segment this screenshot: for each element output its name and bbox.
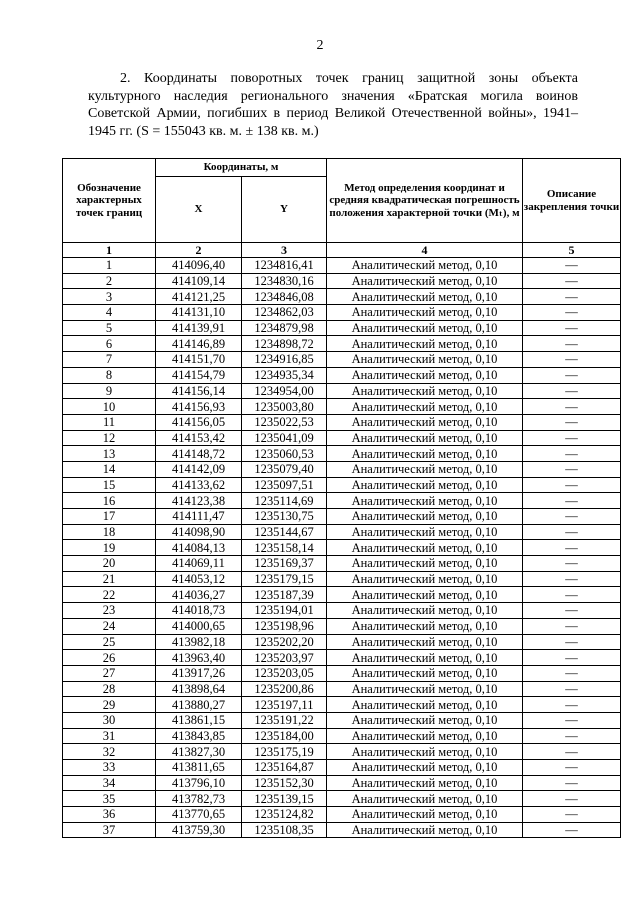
point-number-cell: 17 [63, 509, 156, 525]
section-title [88, 70, 578, 140]
point-number-cell: 24 [63, 618, 156, 634]
method-cell: Аналитический метод, 0,10 [327, 461, 523, 477]
y-coordinate-cell: 1235164,87 [242, 760, 327, 776]
point-number-cell: 32 [63, 744, 156, 760]
table-row [63, 540, 621, 556]
y-coordinate-cell: 1235187,39 [242, 587, 327, 603]
point-number-cell: 21 [63, 571, 156, 587]
column-number: 4 [327, 243, 523, 258]
table-row [63, 744, 621, 760]
y-coordinate-cell: 1235203,97 [242, 650, 327, 666]
point-number-cell: 29 [63, 697, 156, 713]
y-coordinate-cell: 1234954,00 [242, 383, 327, 399]
y-coordinate-cell: 1235175,19 [242, 744, 327, 760]
x-coordinate-cell: 413770,65 [156, 807, 242, 823]
x-coordinate-cell: 414036,27 [156, 587, 242, 603]
fixing-cell: — [523, 571, 621, 587]
method-cell: Аналитический метод, 0,10 [327, 367, 523, 383]
point-number-cell: 6 [63, 336, 156, 352]
table-row [63, 775, 621, 791]
point-number-cell: 11 [63, 414, 156, 430]
table-row [63, 665, 621, 681]
y-coordinate-cell: 1235202,20 [242, 634, 327, 650]
fixing-cell: — [523, 760, 621, 776]
column-number: 1 [63, 243, 156, 258]
y-coordinate-cell: 1234879,98 [242, 320, 327, 336]
x-coordinate-cell: 413898,64 [156, 681, 242, 697]
fixing-cell: — [523, 712, 621, 728]
method-cell: Аналитический метод, 0,10 [327, 822, 523, 838]
fixing-cell: — [523, 540, 621, 556]
method-cell: Аналитический метод, 0,10 [327, 289, 523, 305]
point-number-cell: 5 [63, 320, 156, 336]
point-number-cell: 12 [63, 430, 156, 446]
x-coordinate-cell: 414133,62 [156, 477, 242, 493]
table-row [63, 509, 621, 525]
method-cell: Аналитический метод, 0,10 [327, 273, 523, 289]
x-coordinate-cell: 414146,89 [156, 336, 242, 352]
x-coordinate-cell: 414148,72 [156, 446, 242, 462]
column-number: 5 [523, 243, 621, 258]
point-number-cell: 31 [63, 728, 156, 744]
table-row [63, 273, 621, 289]
table-row [63, 414, 621, 430]
x-coordinate-cell: 414098,90 [156, 524, 242, 540]
x-coordinate-cell: 414123,38 [156, 493, 242, 509]
y-coordinate-cell: 1234846,08 [242, 289, 327, 305]
fixing-cell: — [523, 336, 621, 352]
column-number: 3 [242, 243, 327, 258]
y-coordinate-cell: 1235169,37 [242, 556, 327, 572]
method-cell: Аналитический метод, 0,10 [327, 760, 523, 776]
header-method: Метод определения координат и средняя квадратическая погрешность положения характерной точки (Mₜ), м [327, 159, 523, 243]
fixing-cell: — [523, 697, 621, 713]
fixing-cell: — [523, 305, 621, 321]
fixing-cell: — [523, 352, 621, 368]
method-cell: Аналитический метод, 0,10 [327, 728, 523, 744]
fixing-cell: — [523, 744, 621, 760]
method-cell: Аналитический метод, 0,10 [327, 681, 523, 697]
y-coordinate-cell: 1234862,03 [242, 305, 327, 321]
y-coordinate-cell: 1235079,40 [242, 461, 327, 477]
table-row [63, 289, 621, 305]
fixing-cell: — [523, 556, 621, 572]
y-coordinate-cell: 1235203,05 [242, 665, 327, 681]
x-coordinate-cell: 413982,18 [156, 634, 242, 650]
point-number-cell: 13 [63, 446, 156, 462]
point-number-cell: 10 [63, 399, 156, 415]
point-number-cell: 18 [63, 524, 156, 540]
column-number: 2 [156, 243, 242, 258]
table-row [63, 697, 621, 713]
table-row [63, 807, 621, 823]
method-cell: Аналитический метод, 0,10 [327, 618, 523, 634]
method-cell: Аналитический метод, 0,10 [327, 305, 523, 321]
x-coordinate-cell: 413843,85 [156, 728, 242, 744]
method-cell: Аналитический метод, 0,10 [327, 807, 523, 823]
point-number-cell: 15 [63, 477, 156, 493]
point-number-cell: 2 [63, 273, 156, 289]
point-number-cell: 28 [63, 681, 156, 697]
table-row [63, 556, 621, 572]
table-row [63, 728, 621, 744]
y-coordinate-cell: 1235200,86 [242, 681, 327, 697]
x-coordinate-cell: 414111,47 [156, 509, 242, 525]
y-coordinate-cell: 1235041,09 [242, 430, 327, 446]
y-coordinate-cell: 1235144,67 [242, 524, 327, 540]
page-number: 2 [316, 38, 324, 53]
method-cell: Аналитический метод, 0,10 [327, 791, 523, 807]
fixing-cell: — [523, 822, 621, 838]
x-coordinate-cell: 414131,10 [156, 305, 242, 321]
fixing-cell: — [523, 618, 621, 634]
x-coordinate-cell: 413782,73 [156, 791, 242, 807]
table-row [63, 791, 621, 807]
table-row [63, 477, 621, 493]
point-number-cell: 8 [63, 367, 156, 383]
table-row [63, 399, 621, 415]
header-point: Обозначение характерных точек границ [63, 159, 156, 243]
method-cell: Аналитический метод, 0,10 [327, 571, 523, 587]
fixing-cell: — [523, 477, 621, 493]
x-coordinate-cell: 414151,70 [156, 352, 242, 368]
y-coordinate-cell: 1235114,69 [242, 493, 327, 509]
y-coordinate-cell: 1235003,80 [242, 399, 327, 415]
y-coordinate-cell: 1235124,82 [242, 807, 327, 823]
table-row [63, 430, 621, 446]
fixing-cell: — [523, 446, 621, 462]
fixing-cell: — [523, 414, 621, 430]
x-coordinate-cell: 414142,09 [156, 461, 242, 477]
y-coordinate-cell: 1235197,11 [242, 697, 327, 713]
point-number-cell: 23 [63, 603, 156, 619]
table-body [63, 258, 621, 838]
x-coordinate-cell: 413759,30 [156, 822, 242, 838]
x-coordinate-cell: 414156,05 [156, 414, 242, 430]
method-cell: Аналитический метод, 0,10 [327, 524, 523, 540]
method-cell: Аналитический метод, 0,10 [327, 383, 523, 399]
x-coordinate-cell: 414018,73 [156, 603, 242, 619]
point-number-cell: 19 [63, 540, 156, 556]
point-number-cell: 36 [63, 807, 156, 823]
point-number-cell: 20 [63, 556, 156, 572]
y-coordinate-cell: 1234935,34 [242, 367, 327, 383]
y-coordinate-cell: 1235158,14 [242, 540, 327, 556]
x-coordinate-cell: 413963,40 [156, 650, 242, 666]
point-number-cell: 30 [63, 712, 156, 728]
y-coordinate-cell: 1235060,53 [242, 446, 327, 462]
fixing-cell: — [523, 603, 621, 619]
fixing-cell: — [523, 587, 621, 603]
table-row [63, 618, 621, 634]
x-coordinate-cell: 414096,40 [156, 258, 242, 274]
fixing-cell: — [523, 399, 621, 415]
point-number-cell: 35 [63, 791, 156, 807]
method-cell: Аналитический метод, 0,10 [327, 320, 523, 336]
method-cell: Аналитический метод, 0,10 [327, 744, 523, 760]
y-coordinate-cell: 1235179,15 [242, 571, 327, 587]
header-coordinates: Координаты, м [156, 159, 327, 177]
table-row [63, 336, 621, 352]
fixing-cell: — [523, 665, 621, 681]
fixing-cell: — [523, 807, 621, 823]
point-number-cell: 22 [63, 587, 156, 603]
x-coordinate-cell: 414139,91 [156, 320, 242, 336]
x-coordinate-cell: 414154,79 [156, 367, 242, 383]
table-row [63, 603, 621, 619]
fixing-cell: — [523, 493, 621, 509]
point-number-cell: 27 [63, 665, 156, 681]
header-y: Y [242, 177, 327, 243]
x-coordinate-cell: 413880,27 [156, 697, 242, 713]
method-cell: Аналитический метод, 0,10 [327, 430, 523, 446]
fixing-cell: — [523, 791, 621, 807]
table-row [63, 681, 621, 697]
x-coordinate-cell: 414069,11 [156, 556, 242, 572]
fixing-cell: — [523, 367, 621, 383]
table-row [63, 524, 621, 540]
fixing-cell: — [523, 524, 621, 540]
point-number-cell: 26 [63, 650, 156, 666]
method-cell: Аналитический метод, 0,10 [327, 540, 523, 556]
y-coordinate-cell: 1235139,15 [242, 791, 327, 807]
method-cell: Аналитический метод, 0,10 [327, 665, 523, 681]
method-cell: Аналитический метод, 0,10 [327, 650, 523, 666]
method-cell: Аналитический метод, 0,10 [327, 493, 523, 509]
table-row [63, 367, 621, 383]
method-cell: Аналитический метод, 0,10 [327, 603, 523, 619]
table-row [63, 305, 621, 321]
method-cell: Аналитический метод, 0,10 [327, 477, 523, 493]
x-coordinate-cell: 413796,10 [156, 775, 242, 791]
method-cell: Аналитический метод, 0,10 [327, 634, 523, 650]
fixing-cell: — [523, 775, 621, 791]
point-number-cell: 33 [63, 760, 156, 776]
fixing-cell: — [523, 650, 621, 666]
table-row [63, 383, 621, 399]
fixing-cell: — [523, 320, 621, 336]
table-row [63, 634, 621, 650]
table-row [63, 320, 621, 336]
method-cell: Аналитический метод, 0,10 [327, 775, 523, 791]
method-cell: Аналитический метод, 0,10 [327, 352, 523, 368]
x-coordinate-cell: 413811,65 [156, 760, 242, 776]
method-cell: Аналитический метод, 0,10 [327, 712, 523, 728]
table-row [63, 712, 621, 728]
x-coordinate-cell: 414121,25 [156, 289, 242, 305]
x-coordinate-cell: 414156,14 [156, 383, 242, 399]
x-coordinate-cell: 414153,42 [156, 430, 242, 446]
table-row [63, 650, 621, 666]
table-row [63, 571, 621, 587]
y-coordinate-cell: 1235184,00 [242, 728, 327, 744]
x-coordinate-cell: 414053,12 [156, 571, 242, 587]
fixing-cell: — [523, 430, 621, 446]
y-coordinate-cell: 1235191,22 [242, 712, 327, 728]
method-cell: Аналитический метод, 0,10 [327, 336, 523, 352]
y-coordinate-cell: 1235194,01 [242, 603, 327, 619]
method-cell: Аналитический метод, 0,10 [327, 399, 523, 415]
x-coordinate-cell: 414156,93 [156, 399, 242, 415]
x-coordinate-cell: 413827,30 [156, 744, 242, 760]
method-cell: Аналитический метод, 0,10 [327, 258, 523, 274]
point-number-cell: 16 [63, 493, 156, 509]
table-row [63, 352, 621, 368]
section-title-text: 2. Координаты поворотных точек границ защитной зоны объекта культурного наследия регионального значения «Братская могила воинов Советской Армии, погибших в период Великой Отечественной войны», 1941–1945 гг. (S = 155043 кв. м. ± 138 кв. м.) [88, 71, 578, 139]
y-coordinate-cell: 1234898,72 [242, 336, 327, 352]
header-fixing: Описание закрепления точки [523, 159, 621, 243]
method-cell: Аналитический метод, 0,10 [327, 587, 523, 603]
method-cell: Аналитический метод, 0,10 [327, 446, 523, 462]
x-coordinate-cell: 414000,65 [156, 618, 242, 634]
table-row [63, 822, 621, 838]
method-cell: Аналитический метод, 0,10 [327, 509, 523, 525]
x-coordinate-cell: 413917,26 [156, 665, 242, 681]
method-cell: Аналитический метод, 0,10 [327, 556, 523, 572]
point-number-cell: 1 [63, 258, 156, 274]
table-row [63, 760, 621, 776]
table-row [63, 461, 621, 477]
point-number-cell: 7 [63, 352, 156, 368]
fixing-cell: — [523, 509, 621, 525]
fixing-cell: — [523, 273, 621, 289]
y-coordinate-cell: 1235152,30 [242, 775, 327, 791]
table-row [63, 446, 621, 462]
point-number-cell: 25 [63, 634, 156, 650]
point-number-cell: 34 [63, 775, 156, 791]
point-number-cell: 4 [63, 305, 156, 321]
table-row [63, 587, 621, 603]
table-row [63, 258, 621, 274]
y-coordinate-cell: 1234816,41 [242, 258, 327, 274]
y-coordinate-cell: 1235097,51 [242, 477, 327, 493]
point-number-cell: 3 [63, 289, 156, 305]
fixing-cell: — [523, 383, 621, 399]
point-number-cell: 14 [63, 461, 156, 477]
x-coordinate-cell: 413861,15 [156, 712, 242, 728]
point-number-cell: 37 [63, 822, 156, 838]
fixing-cell: — [523, 258, 621, 274]
y-coordinate-cell: 1235198,96 [242, 618, 327, 634]
fixing-cell: — [523, 681, 621, 697]
fixing-cell: — [523, 461, 621, 477]
x-coordinate-cell: 414109,14 [156, 273, 242, 289]
fixing-cell: — [523, 728, 621, 744]
y-coordinate-cell: 1234830,16 [242, 273, 327, 289]
coordinates-table [62, 158, 621, 838]
method-cell: Аналитический метод, 0,10 [327, 414, 523, 430]
y-coordinate-cell: 1235130,75 [242, 509, 327, 525]
method-cell: Аналитический метод, 0,10 [327, 697, 523, 713]
header-x: X [156, 177, 242, 243]
fixing-cell: — [523, 634, 621, 650]
fixing-cell: — [523, 289, 621, 305]
y-coordinate-cell: 1235022,53 [242, 414, 327, 430]
point-number-cell: 9 [63, 383, 156, 399]
y-coordinate-cell: 1235108,35 [242, 822, 327, 838]
y-coordinate-cell: 1234916,85 [242, 352, 327, 368]
table-row [63, 493, 621, 509]
x-coordinate-cell: 414084,13 [156, 540, 242, 556]
